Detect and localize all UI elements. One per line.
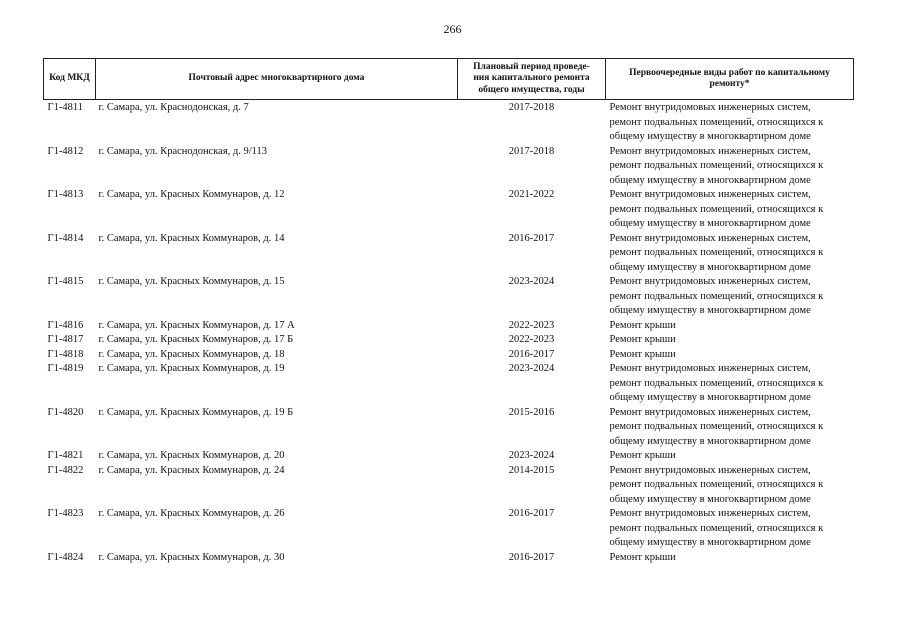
table-row [44,406,854,450]
row-works-line: общему имуществу в многоквартирном доме [609,174,811,186]
header-row [44,59,854,100]
row-works [606,406,854,450]
header-works-line: Первоочередные виды работ по капитальному [629,67,830,78]
row-works-line: ремонт подвальных помещений, относящихся к [609,247,824,258]
row-works-line: общему имуществу в многоквартирном доме [609,392,811,403]
row-works-line: ремонт подвальных помещений, относящихся к [609,522,824,534]
row-address: г. Самара, ул. Красных Коммунаров, д. 24 [98,464,285,476]
row-code: Г1-4821 [47,450,84,461]
row-address: г. Самара, ул. Красных Коммунаров, д. 20 [98,450,285,461]
row-works-line: Ремонт крыши [609,319,676,331]
row-address: г. Самара, ул. Красных Коммунаров, д. 12 [98,189,285,200]
row-works-line: Ремонт внутридомовых инженерных систем, [609,276,811,287]
row-works-line: Ремонт внутридомовых инженерных систем, [609,508,811,519]
row-works [606,275,854,319]
row-works-line: Ремонт внутридомовых инженерных систем, [609,189,811,200]
row-works [606,319,854,334]
row-period: 2023-2024 [508,450,555,461]
row-works-line: общему имуществу в многоквартирном доме [609,261,811,273]
table-row [44,464,854,508]
row-code: Г1-4818 [47,348,84,360]
row-address: г. Самара, ул. Красных Коммунаров, д. 19 [98,363,285,374]
row-period: 2022-2023 [508,334,555,345]
row-works-line: ремонт подвальных помещений, относящихся к [609,203,824,215]
row-works-line: ремонт подвальных помещений, относящихся к [609,290,824,302]
table-row [44,348,854,363]
header-period-line: общего имущества, годы [478,84,585,95]
table-row [44,333,854,348]
row-works [606,464,854,508]
header-address: Почтовый адрес многоквартирного дома [96,59,458,100]
row-works-line: ремонт подвальных помещений, относящихся к [609,160,824,171]
row-address: г. Самара, ул. Красных Коммунаров, д. 18 [98,348,285,360]
row-code: Г1-4822 [47,464,84,476]
row-address: г. Самара, ул. Краснодонская, д. 7 [98,102,249,113]
header-code: Код МКД [44,59,96,100]
row-works-line: общему имуществу в многоквартирном доме [609,493,811,505]
table-row [44,507,854,551]
row-address: г. Самара, ул. Красных Коммунаров, д. 14 [98,232,285,244]
header-works-line: ремонту* [709,79,750,89]
row-period: 2023-2024 [508,363,555,374]
row-address: г. Самара, ул. Красных Коммунаров, д. 19 Б [98,406,294,418]
table-row [44,362,854,406]
row-code: Г1-4815 [47,276,84,287]
table-row [44,188,854,232]
row-address: г. Самара, ул. Красных Коммунаров, д. 15 [98,276,285,287]
table-row [44,449,854,464]
row-address: г. Самара, ул. Красных Коммунаров, д. 30 [98,551,285,563]
row-address: г. Самара, ул. Краснодонская, д. 9/113 [98,145,268,157]
row-period: 2016-2017 [508,232,555,244]
row-works-line: Ремонт крыши [609,334,676,345]
row-code: Г1-4814 [47,232,84,244]
table-row [44,319,854,334]
row-code: Г1-4811 [47,102,83,113]
row-period: 2016-2017 [508,508,555,519]
row-code: Г1-4824 [47,551,84,563]
header-works [606,59,854,100]
row-works-line: общему имуществу в многоквартирном доме [609,131,811,142]
page-number: 266 [443,22,462,36]
table-row [44,232,854,276]
row-works-line: общему имуществу в многоквартирном доме [609,305,811,316]
row-code: Г1-4819 [47,363,84,374]
row-period: 2016-2017 [508,348,555,360]
row-period: 2015-2016 [508,406,555,418]
row-works-line: Ремонт крыши [609,450,676,461]
row-code: Г1-4820 [47,406,84,418]
row-works-line: ремонт подвальных помещений, относящихся к [609,421,824,432]
row-code: Г1-4816 [47,319,84,331]
row-code: Г1-4812 [47,145,84,157]
header-period [458,59,606,100]
row-works-line: Ремонт внутридомовых инженерных систем, [609,102,811,113]
table-row [44,275,854,319]
row-works [606,348,854,363]
row-period: 2017-2018 [508,145,555,157]
row-works-line: Ремонт внутридомовых инженерных систем, [609,232,811,244]
row-code: Г1-4823 [47,508,84,519]
row-works-line: Ремонт крыши [609,551,676,563]
row-works [606,362,854,406]
table-header [44,59,854,100]
row-works-line: общему имуществу в многоквартирном доме [609,218,811,229]
row-code: Г1-4813 [47,189,84,200]
row-works-line: общему имуществу в многоквартирном доме [609,537,811,548]
row-period: 2021-2022 [508,189,555,200]
row-works [606,507,854,551]
row-address: г. Самара, ул. Красных Коммунаров, д. 17 А [98,319,295,331]
row-works-line: общему имуществу в многоквартирном доме [609,435,811,447]
row-works-line: ремонт подвальных помещений, относящихся к [609,377,824,389]
repair-table [43,58,854,565]
row-works-line: ремонт подвальных помещений, относящихся к [609,116,824,128]
row-works [606,551,854,566]
row-address: г. Самара, ул. Красных Коммунаров, д. 26 [98,508,285,519]
row-period: 2023-2024 [508,276,555,287]
row-address: г. Самара, ул. Красных Коммунаров, д. 17 Б [98,334,294,345]
row-works-line: Ремонт внутридомовых инженерных систем, [609,363,811,374]
row-code: Г1-4817 [47,334,84,345]
table-row [44,551,854,566]
row-works [606,232,854,276]
row-works-line: Ремонт внутридомовых инженерных систем, [609,464,811,476]
table-body [44,100,854,566]
row-works-line: Ремонт крыши [609,348,676,360]
row-works-line: Ремонт внутридомовых инженерных систем, [609,406,811,418]
row-period: 2017-2018 [508,102,555,113]
row-works-line: Ремонт внутридомовых инженерных систем, [609,145,811,157]
row-works [606,100,854,145]
row-works-line: ремонт подвальных помещений, относящихся к [609,479,824,490]
header-period-line: Плановый период проведе- [473,61,590,72]
row-period: 2014-2015 [508,464,555,476]
row-period: 2016-2017 [508,551,555,563]
table-row [44,145,854,189]
row-works [606,333,854,348]
header-period-line: ния капитального ремонта [473,73,590,84]
row-works [606,449,854,464]
table-row [44,100,854,145]
row-period: 2022-2023 [508,319,555,331]
row-works [606,145,854,189]
row-works [606,188,854,232]
repair-table-container [43,58,853,565]
